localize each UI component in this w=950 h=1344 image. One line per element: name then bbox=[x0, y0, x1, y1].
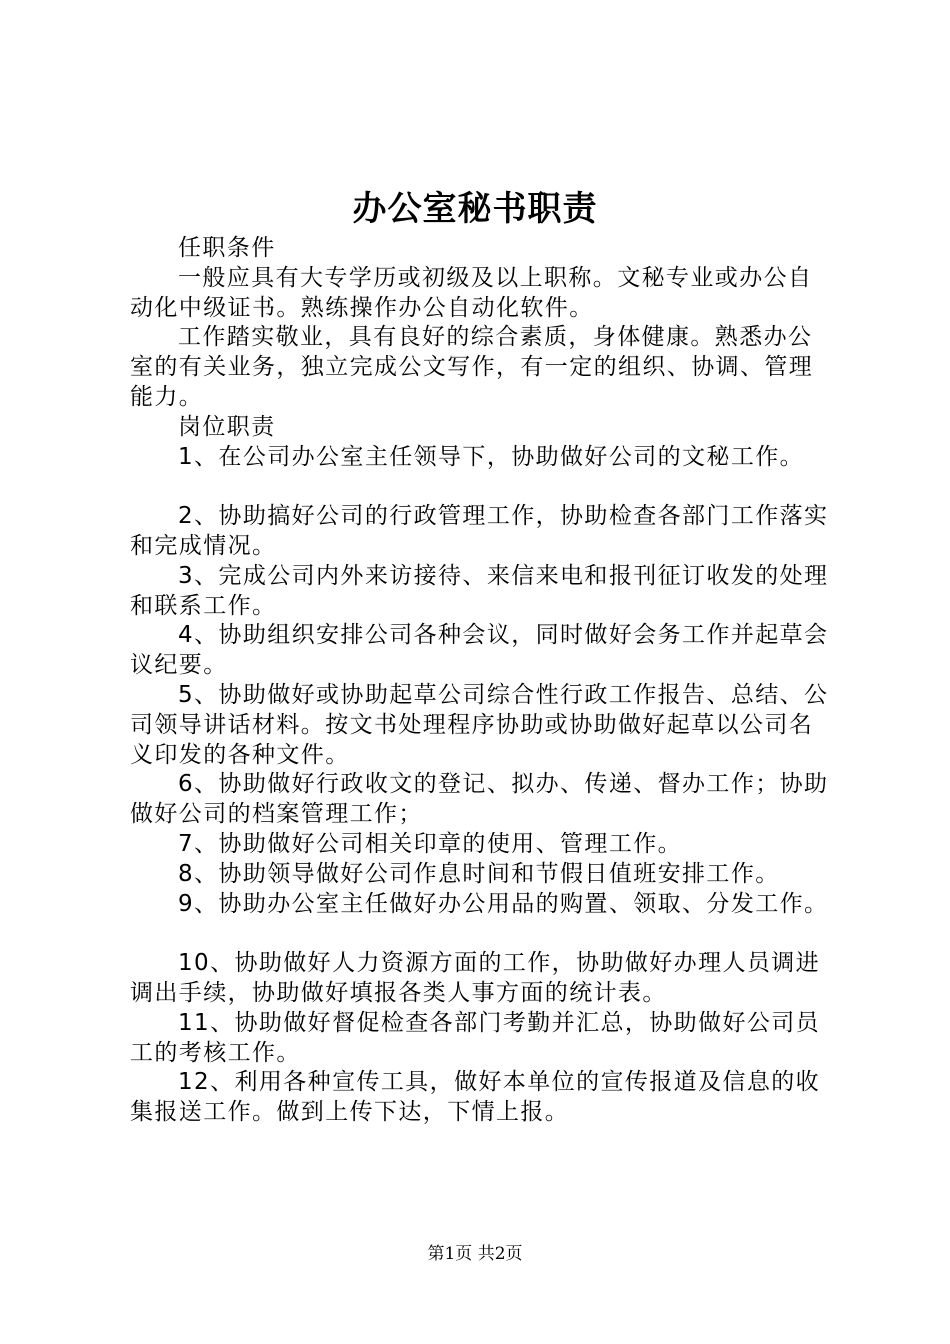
page-title: 办公室秘书职责 bbox=[352, 189, 598, 229]
duty-item: 3、完成公司内外来访接待、来信来电和报刊征订收发的处理和联系工作。 bbox=[130, 562, 829, 619]
duty-item: 5、协助做好或协助起草公司综合性行政工作报告、总结、公司领导讲话材料。按文书处理程序协助或协助做好起草以公司名义印发的各种文件。 bbox=[130, 681, 829, 768]
duty-item: 9、协助办公室主任做好办公用品的购置、领取、分发工作。 bbox=[178, 890, 829, 917]
duty-item: 1、在公司办公室主任领导下，协助做好公司的文秘工作。 bbox=[178, 443, 805, 470]
duty-item: 10、协助做好人力资源方面的工作，协助做好办理人员调进调出手续，协助做好填报各类人事方面的统计表。 bbox=[130, 950, 821, 1006]
duty-item: 11、协助做好督促检查各部门考勤并汇总，协助做好公司员工的考核工作。 bbox=[130, 1009, 821, 1066]
section-heading-duties: 岗位职责 bbox=[178, 413, 276, 440]
requirement-paragraph: 一般应具有大专学历或初级及以上职称。文秘专业或办公自动化中级证书。熟练操作办公自动化软件。 bbox=[130, 264, 813, 321]
duty-item: 6、协助做好行政收文的登记、拟办、传递、督办工作；协助做好公司的档案管理工作； bbox=[130, 771, 829, 828]
duty-item: 2、协助搞好公司的行政管理工作，协助检查各部门工作落实和完成情况。 bbox=[130, 503, 829, 559]
duty-item: 7、协助做好公司相关印章的使用、管理工作。 bbox=[178, 830, 683, 857]
document-body bbox=[130, 234, 830, 1128]
duty-item: 8、协助领导做好公司作息时间和节假日值班安排工作。 bbox=[178, 860, 780, 887]
duty-item: 12、利用各种宣传工具，做好本单位的宣传报道及信息的收集报送工作。做到上传下达，下情上报。 bbox=[130, 1069, 821, 1126]
page-footer: 第1页 共2页 bbox=[427, 1244, 523, 1264]
requirement-paragraph: 工作踏实敬业，具有良好的综合素质，身体健康。熟悉办公室的有关业务，独立完成公文写作，有一定的组织、协调、管理能力。 bbox=[130, 324, 814, 410]
duty-item: 4、协助组织安排公司各种会议，同时做好会务工作并起草会议纪要。 bbox=[130, 622, 829, 679]
section-heading-requirements: 任职条件 bbox=[178, 235, 276, 261]
